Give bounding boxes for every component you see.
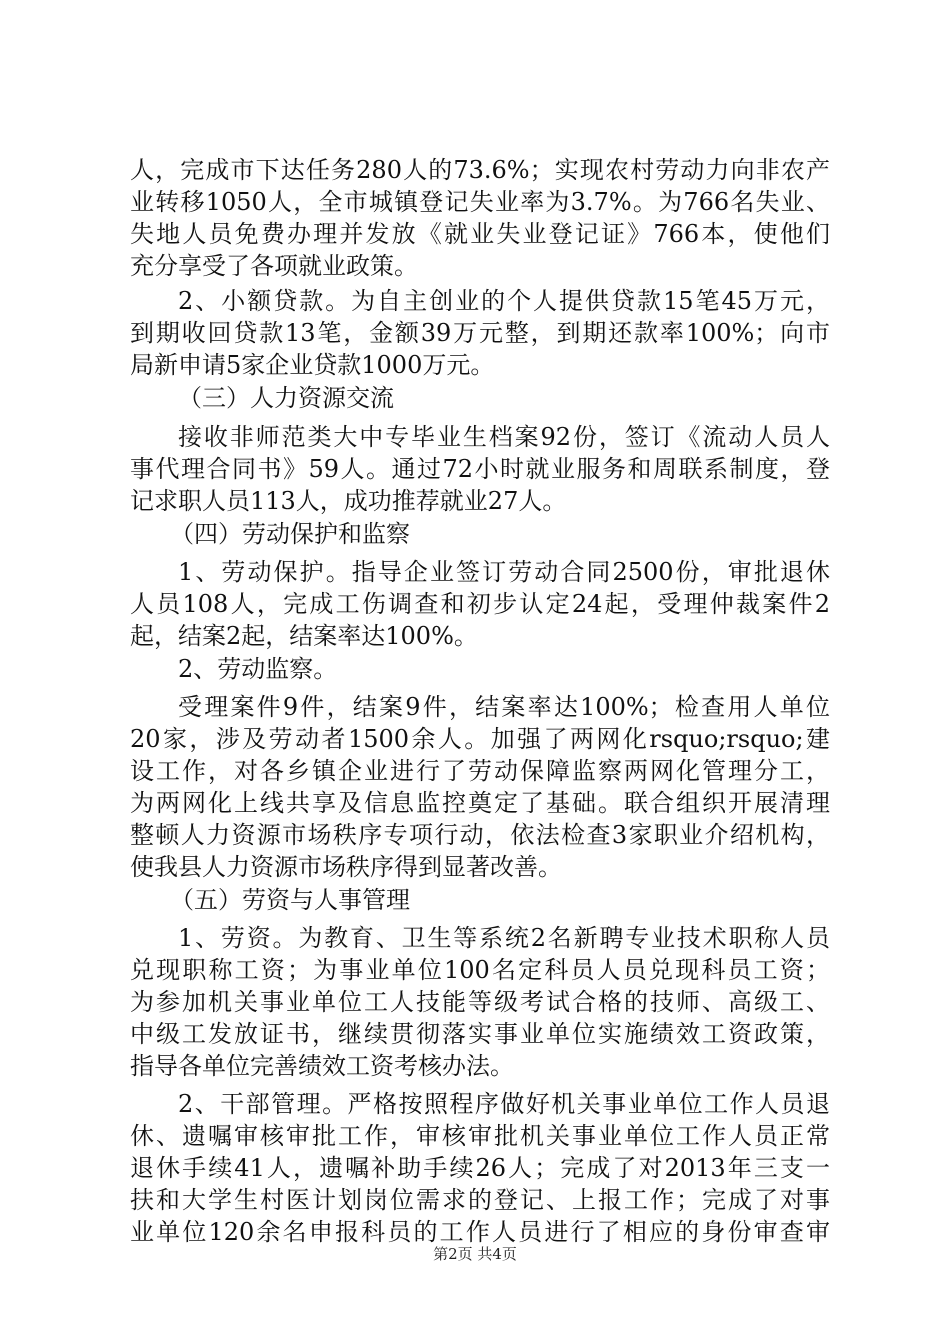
text-line: 起，结案2起，结案率达100%。 — [130, 622, 478, 650]
section-heading: （三）人力资源交流 — [178, 384, 394, 412]
text-line: 1、劳动保护。指导企业签订劳动合同2500份，审批退休 — [178, 558, 830, 586]
text-line: 业转移1050人，全市城镇登记失业率为3.7%。为766名失业、 — [130, 188, 830, 216]
text-line: 受理案件9件，结案9件，结案率达100%；检查用人单位 — [178, 693, 830, 721]
text-line: 记求职人员113人，成功推荐就业27人。 — [130, 487, 567, 515]
text-line: 1、劳资。为教育、卫生等系统2名新聘专业技术职称人员 — [178, 924, 830, 952]
text-line: 业单位120余名申报科员的工作人员进行了相应的身份审查审 — [130, 1218, 830, 1246]
text-line: 中级工发放证书，继续贯彻落实事业单位实施绩效工资政策， — [130, 1020, 830, 1048]
text-line: 退休手续41人，遗嘱补助手续26人；完成了对2013年三支一 — [130, 1154, 830, 1182]
text-line: 2、小额贷款。为自主创业的个人提供贷款15笔45万元， — [178, 287, 830, 315]
text-line: 2、干部管理。严格按照程序做好机关事业单位工作人员退 — [178, 1090, 830, 1118]
text-line: 为两网化上线共享及信息监控奠定了基础。联合组织开展清理 — [130, 789, 830, 817]
text-line: 人员108人，完成工伤调查和初步认定24起，受理仲裁案件2 — [130, 590, 830, 618]
text-line: 扶和大学生村医计划岗位需求的登记、上报工作；完成了对事 — [130, 1186, 830, 1214]
text-line: 为参加机关事业单位工人技能等级考试合格的技师、高级工、 — [130, 988, 830, 1016]
text-line: 休、遗嘱审核审批工作，审核审批机关事业单位工作人员正常 — [130, 1122, 830, 1150]
page-footer: 第2页 共4页 — [433, 1245, 517, 1263]
text-line: 2、劳动监察。 — [178, 655, 338, 683]
section-heading: （五）劳资与人事管理 — [170, 886, 410, 914]
text-line: 充分享受了各项就业政策。 — [130, 252, 418, 280]
text-line: 人，完成市下达任务280人的73.6%；实现农村劳动力向非农产 — [130, 156, 830, 184]
text-line: 兑现职称工资；为事业单位100名定科员人员兑现科员工资； — [130, 956, 830, 984]
text-line: 失地人员免费办理并发放《就业失业登记证》766本，使他们 — [130, 220, 830, 248]
text-line: 局新申请5家企业贷款1000万元。 — [130, 351, 495, 379]
text-line: 事代理合同书》59人。通过72小时就业服务和周联系制度，登 — [130, 455, 830, 483]
text-line: 设工作，对各乡镇企业进行了劳动保障监察两网化管理分工， — [130, 757, 830, 785]
section-heading: （四）劳动保护和监察 — [170, 520, 410, 548]
text-line: 20家，涉及劳动者1500余人。加强了两网化rsquo;rsquo;建 — [130, 725, 830, 753]
text-line: 使我县人力资源市场秩序得到显著改善。 — [130, 853, 562, 881]
text-line: 整顿人力资源市场秩序专项行动，依法检查3家职业介绍机构， — [130, 821, 830, 849]
text-line: 接收非师范类大中专毕业生档案92份，签订《流动人员人 — [178, 423, 830, 451]
text-line: 到期收回贷款13笔，金额39万元整，到期还款率100%；向市 — [130, 319, 830, 347]
text-line: 指导各单位完善绩效工资考核办法。 — [130, 1052, 514, 1080]
